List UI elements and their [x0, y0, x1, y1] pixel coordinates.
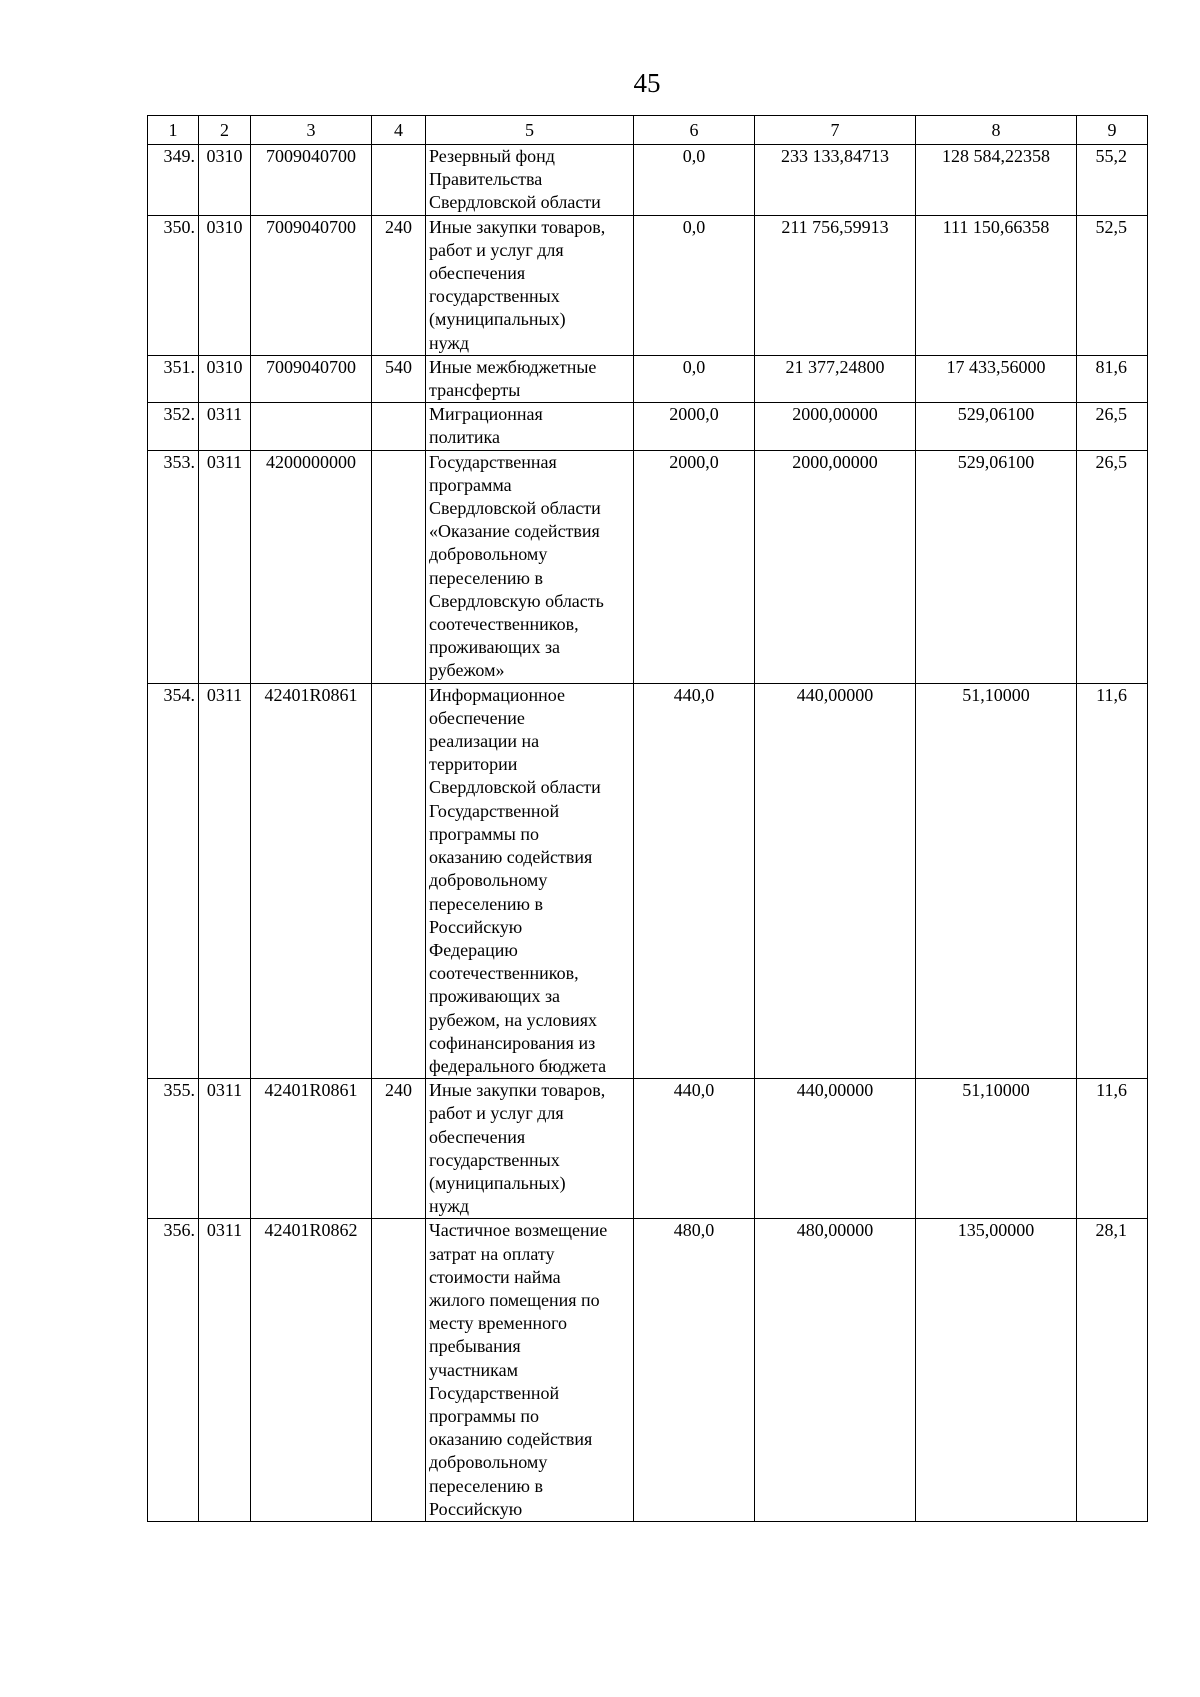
- target-code: 4200000000: [251, 450, 372, 683]
- row-name-line: работ и услуг для: [429, 1103, 564, 1124]
- row-name-line: добровольному: [429, 544, 548, 565]
- row-name-line: проживающих за: [429, 986, 561, 1007]
- executed-value: 529,06100: [916, 450, 1077, 683]
- table-row: [148, 215, 1148, 355]
- row-name-line: Информационное: [429, 684, 566, 705]
- row-name-line: Миграционная: [429, 404, 543, 425]
- row-name-line: реализации на: [429, 731, 540, 752]
- row-name-line: Резервный фонд: [429, 146, 555, 166]
- row-name-line: участникам: [429, 1359, 519, 1380]
- row-name-line: программы по: [429, 1405, 540, 1426]
- row-name-line: Федерацию: [429, 939, 518, 960]
- target-code: 7009040700: [251, 215, 372, 355]
- table-header-row: [148, 116, 1148, 145]
- percent-value: 52,5: [1077, 215, 1148, 355]
- plan-value: 440,0: [634, 1079, 755, 1219]
- row-name-line: стоимости найма: [429, 1266, 561, 1287]
- row-name-line: Государственной: [429, 1382, 560, 1403]
- table-row: [148, 450, 1148, 683]
- row-number: 356.: [148, 1219, 199, 1522]
- column-header: 1: [148, 116, 199, 145]
- approved-value: 211 756,59913: [755, 215, 916, 355]
- row-name-line: нужд: [429, 1196, 469, 1217]
- plan-value: 480,0: [634, 1219, 755, 1522]
- column-header: 6: [634, 116, 755, 145]
- row-name: [426, 215, 634, 355]
- row-name-line: переселению в: [429, 893, 543, 914]
- percent-value: 26,5: [1077, 450, 1148, 683]
- table-body: [148, 145, 1148, 1522]
- row-number: 352.: [148, 403, 199, 450]
- row-name-line: Свердловскую область: [429, 590, 604, 611]
- section-code: 0311: [199, 403, 251, 450]
- approved-value: 2000,00000: [755, 450, 916, 683]
- row-name-line: Свердловской области: [429, 777, 601, 798]
- row-name-line: Государственной: [429, 800, 560, 821]
- target-code: 7009040700: [251, 355, 372, 402]
- row-name-line: программа: [429, 474, 512, 495]
- row-name-line: работ и услуг для: [429, 239, 564, 260]
- table-row: [148, 355, 1148, 402]
- row-name-line: Правительства: [429, 169, 543, 190]
- row-name-line: Российскую: [429, 1498, 523, 1519]
- table-row: [148, 1079, 1148, 1219]
- budget-table: [147, 115, 1148, 1522]
- expense-type: 540: [372, 355, 426, 402]
- target-code: 42401R0861: [251, 683, 372, 1078]
- column-header: 3: [251, 116, 372, 145]
- row-name: [426, 683, 634, 1078]
- row-name-line: федерального бюджета: [429, 1055, 607, 1076]
- row-name-line: соотечественников,: [429, 614, 579, 635]
- row-name-line: Российскую: [429, 916, 523, 937]
- expense-type: [372, 403, 426, 450]
- section-code: 0310: [199, 215, 251, 355]
- row-name-line: софинансирования из: [429, 1032, 596, 1053]
- page-number: 45: [633, 68, 661, 98]
- approved-value: 440,00000: [755, 683, 916, 1078]
- column-header: 7: [755, 116, 916, 145]
- executed-value: 111 150,66358: [916, 215, 1077, 355]
- plan-value: 440,0: [634, 683, 755, 1078]
- percent-value: 55,2: [1077, 145, 1148, 216]
- row-name-line: обеспечение: [429, 707, 525, 728]
- row-name-line: Государственная: [429, 451, 557, 472]
- percent-value: 11,6: [1077, 683, 1148, 1078]
- row-number: 349.: [148, 145, 199, 216]
- row-name-line: Иные межбюджетные: [429, 356, 597, 377]
- column-header: 4: [372, 116, 426, 145]
- approved-value: 440,00000: [755, 1079, 916, 1219]
- row-name-line: обеспечения: [429, 263, 526, 284]
- executed-value: 17 433,56000: [916, 355, 1077, 402]
- row-name-line: затрат на оплату: [429, 1243, 555, 1264]
- target-code: 42401R0862: [251, 1219, 372, 1522]
- executed-value: 128 584,22358: [916, 145, 1077, 216]
- percent-value: 28,1: [1077, 1219, 1148, 1522]
- executed-value: 51,10000: [916, 683, 1077, 1078]
- expense-type: 240: [372, 1079, 426, 1219]
- row-number: 351.: [148, 355, 199, 402]
- percent-value: 26,5: [1077, 403, 1148, 450]
- row-name-line: пребывания: [429, 1336, 521, 1357]
- column-header: 9: [1077, 116, 1148, 145]
- row-name-line: Иные закупки товаров,: [429, 1080, 606, 1101]
- target-code: 42401R0861: [251, 1079, 372, 1219]
- plan-value: 0,0: [634, 355, 755, 402]
- row-name: [426, 1219, 634, 1522]
- approved-value: 480,00000: [755, 1219, 916, 1522]
- executed-value: 51,10000: [916, 1079, 1077, 1219]
- row-name-line: нужд: [429, 332, 469, 353]
- row-number: 354.: [148, 683, 199, 1078]
- section-code: 0311: [199, 1219, 251, 1522]
- percent-value: 81,6: [1077, 355, 1148, 402]
- row-name-line: «Оказание содействия: [429, 521, 600, 542]
- percent-value: 11,6: [1077, 1079, 1148, 1219]
- row-name-line: проживающих за: [429, 637, 561, 658]
- plan-value: 2000,0: [634, 403, 755, 450]
- row-name-line: Свердловской области: [429, 498, 601, 519]
- row-name-line: трансферты: [429, 380, 521, 401]
- table-row: [148, 145, 1148, 216]
- row-name-line: добровольному: [429, 870, 548, 891]
- expense-type: [372, 450, 426, 683]
- target-code: 7009040700: [251, 145, 372, 216]
- row-name-line: Иные закупки товаров,: [429, 216, 606, 237]
- row-number: 350.: [148, 215, 199, 355]
- row-name-line: добровольному: [429, 1452, 548, 1473]
- section-code: 0311: [199, 683, 251, 1078]
- table-row: [148, 683, 1148, 1078]
- row-name-line: переселению в: [429, 567, 543, 588]
- row-name-line: жилого помещения по: [429, 1289, 600, 1310]
- table-row: [148, 1219, 1148, 1522]
- row-name: [426, 403, 634, 450]
- column-header: 8: [916, 116, 1077, 145]
- column-header: 2: [199, 116, 251, 145]
- row-name-line: рубежом»: [429, 660, 505, 681]
- expense-type: [372, 1219, 426, 1522]
- row-name: [426, 450, 634, 683]
- row-name-line: Частичное возмещение: [429, 1220, 608, 1241]
- table-row: [148, 403, 1148, 450]
- target-code: [251, 403, 372, 450]
- approved-value: 233 133,84713: [755, 145, 916, 216]
- row-name-line: оказанию содействия: [429, 847, 593, 868]
- row-name-line: государственных: [429, 1149, 560, 1170]
- executed-value: 135,00000: [916, 1219, 1077, 1522]
- section-code: 0310: [199, 145, 251, 216]
- expense-type: [372, 683, 426, 1078]
- section-code: 0310: [199, 355, 251, 402]
- expense-type: [372, 145, 426, 216]
- row-name-line: оказанию содействия: [429, 1429, 593, 1450]
- section-code: 0311: [199, 1079, 251, 1219]
- row-name-line: (муниципальных): [429, 1172, 566, 1193]
- row-name-line: Свердловской области: [429, 192, 601, 213]
- approved-value: 2000,00000: [755, 403, 916, 450]
- row-number: 353.: [148, 450, 199, 683]
- row-name-line: месту временного: [429, 1313, 568, 1334]
- row-name-line: территории: [429, 754, 518, 775]
- row-number: 355.: [148, 1079, 199, 1219]
- plan-value: 2000,0: [634, 450, 755, 683]
- row-name-line: обеспечения: [429, 1126, 526, 1147]
- plan-value: 0,0: [634, 215, 755, 355]
- row-name-line: переселению в: [429, 1475, 543, 1496]
- row-name-line: политика: [429, 427, 500, 448]
- row-name-line: государственных: [429, 286, 560, 307]
- section-code: 0311: [199, 450, 251, 683]
- row-name: [426, 1079, 634, 1219]
- row-name-line: рубежом, на условиях: [429, 1009, 597, 1030]
- row-name: [426, 355, 634, 402]
- column-header: 5: [426, 116, 634, 145]
- executed-value: 529,06100: [916, 403, 1077, 450]
- expense-type: 240: [372, 215, 426, 355]
- row-name-line: программы по: [429, 823, 540, 844]
- row-name-line: соотечественников,: [429, 963, 579, 984]
- plan-value: 0,0: [634, 145, 755, 216]
- row-name-line: (муниципальных): [429, 309, 566, 330]
- row-name: [426, 145, 634, 216]
- approved-value: 21 377,24800: [755, 355, 916, 402]
